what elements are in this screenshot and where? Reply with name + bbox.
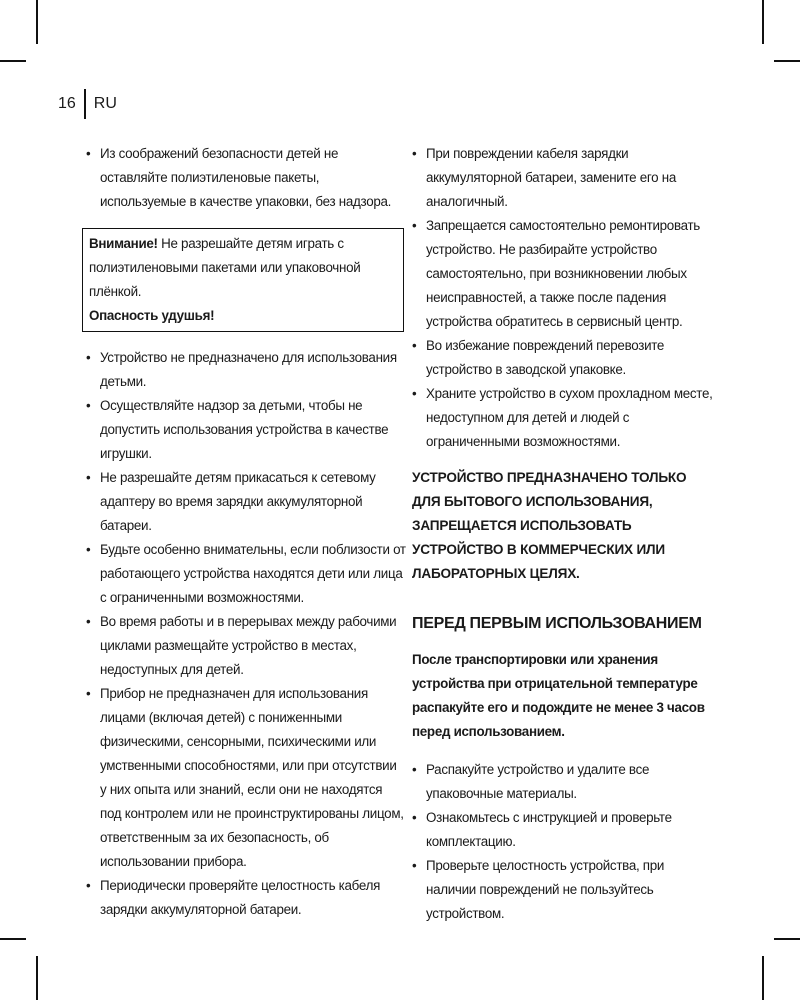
danger-text: Опасность удушья!	[89, 308, 215, 323]
crop-mark	[0, 938, 26, 940]
list-item: • Будьте особенно внимательны, если поблизости от работающего устройства находятся дети или лица с ограниченными возможностями.	[86, 538, 406, 610]
crop-mark	[762, 956, 764, 1000]
crop-mark	[774, 938, 800, 940]
crop-mark	[774, 60, 800, 62]
household-use-warning: УСТРОЙСТВО ПРЕДНАЗНАЧЕНО ТОЛЬКО ДЛЯ БЫТОВОГО ИСПОЛЬЗОВАНИЯ, ЗАПРЕЩАЕТСЯ ИСПОЛЬЗОВАТЬ УСТРОЙСТВО В КОММЕРЧЕСКИХ ИЛИ ЛАБОРАТОРНЫХ ЦЕЛЯХ.	[412, 470, 687, 581]
list-item: • Во время работы и в перерывах между рабочими циклами размещайте устройство в местах, недоступных для детей.	[86, 610, 406, 682]
warning-box	[82, 228, 404, 332]
list-item: • Периодически проверяйте целостность кабеля зарядки аккумуляторной батареи.	[86, 874, 406, 922]
list-item: • Запрещается самостоятельно ремонтировать устройство. Не разбирайте устройство самостоятельно, при возникновении любых неисправностей, а также после падения устройства обратитесь в сервисный центр.	[412, 214, 716, 334]
left-column	[86, 142, 406, 922]
crop-mark	[36, 956, 38, 1000]
crop-mark	[762, 0, 764, 44]
list-item: • Осуществляйте надзор за детьми, чтобы не допустить использования устройства в качестве игрушки.	[86, 394, 406, 466]
language-code: RU	[93, 95, 117, 112]
warning-label: Внимание!	[89, 236, 158, 251]
section-intro: После транспортировки или хранения устройства при отрицательной температуре распакуйте его и подождите не менее 3 часов перед использованием.	[412, 652, 705, 739]
list-item: • При повреждении кабеля зарядки аккумуляторной батареи, замените его на аналогичный.	[412, 142, 716, 214]
crop-mark	[36, 0, 38, 44]
list-item: • Во избежание повреждений перевозите устройство в заводской упаковке.	[412, 334, 716, 382]
list-item: • Устройство не предназначено для использования детьми.	[86, 346, 406, 394]
list-item: • Прибор не предназначен для использования лицами (включая детей) с пониженными физическими, сенсорными, психическими или умственными способностями, или при отсутствии у них опыта или знаний, если они не находятся под контролем или не проинструктированы лицом, ответственным за их безопасность, об использовании прибора.	[86, 682, 406, 874]
bullet-list	[86, 346, 406, 922]
crop-mark	[0, 60, 26, 62]
page-header	[58, 94, 117, 114]
bullet-list	[86, 142, 406, 214]
header-divider	[84, 89, 86, 119]
bullet-list	[412, 142, 716, 454]
page-number: 16	[58, 95, 76, 112]
list-item: • Не разрешайте детям прикасаться к сетевому адаптеру во время зарядки аккумуляторной батареи.	[86, 466, 406, 538]
list-item: • Храните устройство в сухом прохладном месте, недоступном для детей и людей с ограниченными возможностями.	[412, 382, 716, 454]
list-item: • Из соображений безопасности детей не оставляйте полиэтиленовые пакеты, используемые в качестве упаковки, без надзора.	[86, 142, 406, 214]
list-item: • Проверьте целостность устройства, при наличии повреждений не пользуйтесь устройством.	[412, 854, 716, 926]
list-item: • Распакуйте устройство и удалите все упаковочные материалы.	[412, 758, 716, 806]
warning-text: Не разрешайте детям играть с полиэтиленовыми пакетами или упаковочной плёнкой.	[89, 236, 361, 299]
section-heading: ПЕРЕД ПЕРВЫМ ИСПОЛЬЗОВАНИЕМ	[412, 615, 702, 632]
bullet-list	[412, 758, 716, 926]
right-column	[412, 142, 716, 926]
list-item: • Ознакомьтесь с инструкцией и проверьте комплектацию.	[412, 806, 716, 854]
